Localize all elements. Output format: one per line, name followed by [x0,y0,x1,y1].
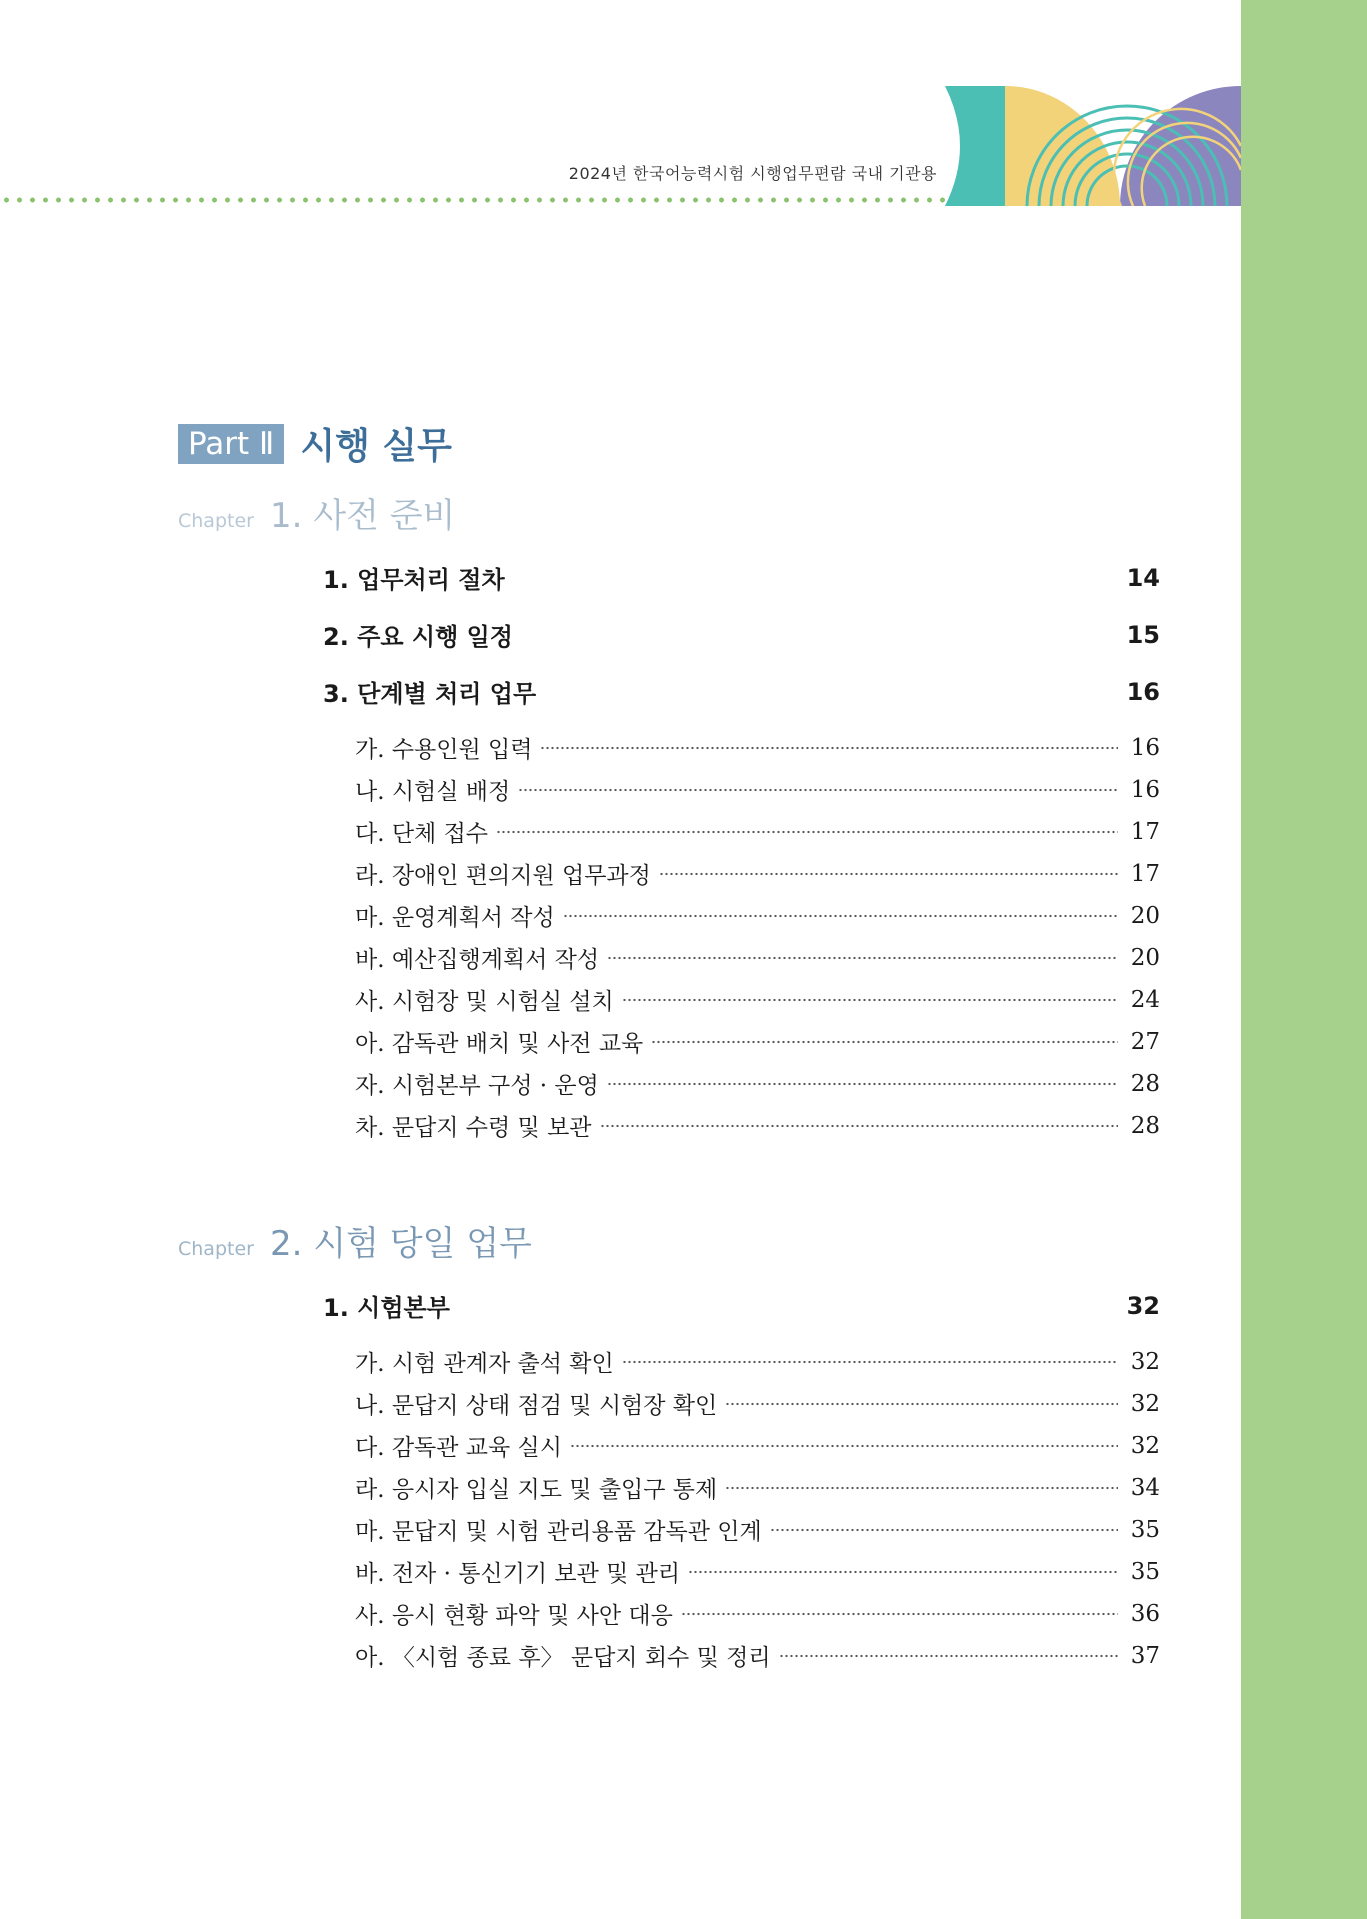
running-header-title: 2024년 한국어능력시험 시행업무편람 국내 기관용 [568,164,937,183]
part-title: 시행 실무 [300,426,452,467]
dot-leader [622,1360,1118,1364]
toc-item-page: 16 [1130,776,1160,803]
dot-leader [681,1612,1118,1616]
toc-item-page: 28 [1130,1070,1160,1097]
toc-section[interactable] [323,1288,1160,1323]
toc-section-page: 16 [1126,677,1160,706]
toc-section-title: 2. 주요 시행 일정 [323,623,513,651]
toc-item-title: 나. 문답지 상태 점검 및 시험장 확인 [355,1393,718,1419]
toc-item-title: 가. 수용인원 입력 [355,737,533,763]
toc-section-title: 1. 시험본부 [323,1294,450,1322]
chapter-title: 1. 사전 준비 [269,496,456,536]
toc-section[interactable] [323,617,1160,652]
toc-item-page: 17 [1130,860,1160,887]
toc-item-page: 24 [1130,986,1160,1013]
toc-item[interactable] [355,1429,1160,1462]
toc-section-page: 32 [1126,1291,1160,1320]
toc-item[interactable] [355,1597,1160,1630]
toc-section-page: 15 [1126,620,1160,649]
dot-leader [496,830,1118,834]
dot-leader [540,746,1118,750]
toc-item[interactable] [355,1025,1160,1058]
chapter-heading [178,1216,532,1265]
part-badge: Part Ⅱ [178,424,284,464]
dot-leader [570,1444,1118,1448]
toc-section-page: 14 [1126,563,1160,592]
toc-item-title: 사. 응시 현황 파악 및 사안 대응 [355,1603,673,1629]
toc-item[interactable] [355,857,1160,890]
dot-leader [607,1082,1118,1086]
toc-item-title: 자. 시험본부 구성 · 운영 [355,1073,599,1099]
toc-item-page: 32 [1130,1390,1160,1417]
toc-item[interactable] [355,1067,1160,1100]
toc-item[interactable] [355,983,1160,1016]
toc-item-title: 라. 장애인 편의지원 업무과정 [355,863,651,889]
toc-item[interactable] [355,1555,1160,1588]
toc-item-page: 16 [1130,734,1160,761]
toc-item-title: 사. 시험장 및 시험실 설치 [355,989,614,1015]
dot-leader [651,1040,1118,1044]
dot-leader [607,956,1118,960]
chapter-label: Chapter [178,1238,254,1260]
toc-item-page: 37 [1130,1642,1160,1669]
toc-item[interactable] [355,941,1160,974]
toc-item-page: 27 [1130,1028,1160,1055]
toc-item-page: 35 [1130,1558,1160,1585]
toc-item-page: 20 [1130,902,1160,929]
dot-leader [770,1528,1118,1532]
dot-leader [659,872,1118,876]
toc-item-page: 35 [1130,1516,1160,1543]
toc-item-page: 36 [1130,1600,1160,1627]
toc-item-title: 다. 감독관 교육 실시 [355,1435,562,1461]
toc-item-title: 아. 〈시험 종료 후〉 문답지 회수 및 정리 [355,1645,771,1671]
toc-item[interactable] [355,1109,1160,1142]
toc-item-title: 가. 시험 관계자 출석 확인 [355,1351,614,1377]
toc-item-title: 나. 시험실 배정 [355,779,511,805]
dot-leader [600,1124,1118,1128]
part-heading [178,418,452,469]
toc-item[interactable] [355,1387,1160,1420]
toc-item[interactable] [355,815,1160,848]
toc-item[interactable] [355,1513,1160,1546]
toc-item-title: 차. 문답지 수령 및 보관 [355,1115,592,1141]
toc-item[interactable] [355,1471,1160,1504]
side-color-band [1241,0,1367,1919]
toc-section[interactable] [323,674,1160,709]
toc-item-page: 28 [1130,1112,1160,1139]
toc-item[interactable] [355,1345,1160,1378]
dot-leader [622,998,1118,1002]
toc-item[interactable] [355,731,1160,764]
dot-leader [688,1570,1118,1574]
toc-section-title: 3. 단계별 처리 업무 [323,680,537,708]
chapter-label: Chapter [178,510,254,532]
toc-item-title: 바. 전자 · 통신기기 보관 및 관리 [355,1561,681,1587]
toc-item-page: 17 [1130,818,1160,845]
toc-item[interactable] [355,773,1160,806]
chapter-heading [178,488,455,537]
toc-item-title: 라. 응시자 입실 지도 및 출입구 통제 [355,1477,718,1503]
toc-section-title: 1. 업무처리 절차 [323,566,505,594]
toc-item-page: 20 [1130,944,1160,971]
toc-section[interactable] [323,560,1160,595]
dot-leader [779,1654,1118,1658]
toc-item-page: 32 [1130,1348,1160,1375]
dot-leader [725,1486,1118,1490]
toc-item[interactable] [355,899,1160,932]
toc-item-title: 바. 예산집행계획서 작성 [355,947,600,973]
toc-item-title: 다. 단체 접수 [355,821,489,847]
toc-item-page: 32 [1130,1432,1160,1459]
toc-item-title: 마. 문답지 및 시험 관리용품 감독관 인계 [355,1519,762,1545]
chapter-title: 2. 시험 당일 업무 [269,1224,532,1264]
toc-item-title: 마. 운영계획서 작성 [355,905,555,931]
dot-leader [725,1402,1118,1406]
dot-leader [518,788,1118,792]
toc-item[interactable] [355,1639,1160,1672]
toc-item-page: 34 [1130,1474,1160,1501]
dot-leader [563,914,1118,918]
header-dotted-line [0,197,945,203]
header-decoration [945,86,1241,206]
toc-item-title: 아. 감독관 배치 및 사전 교육 [355,1031,644,1057]
